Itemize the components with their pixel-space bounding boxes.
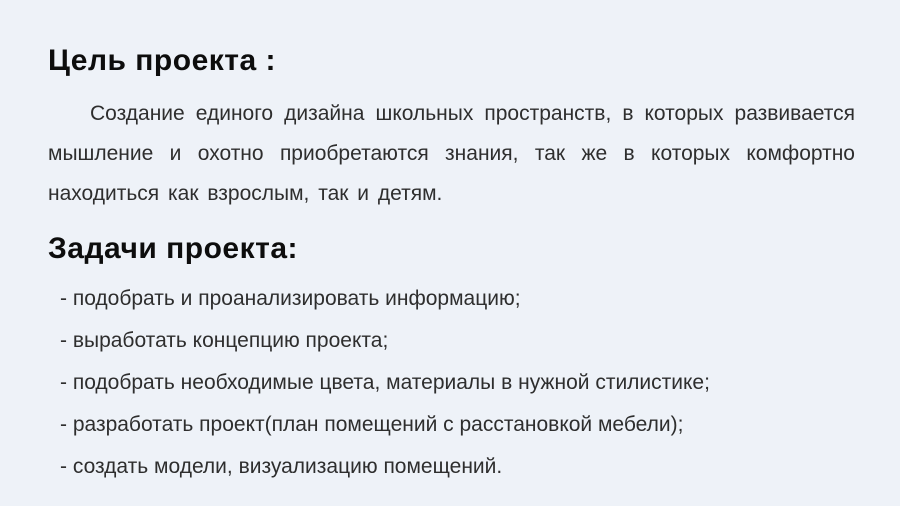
tasks-list [48, 278, 855, 488]
tasks-heading: Задачи проекта: [48, 232, 298, 265]
task-item: - выработать концепцию проекта; [60, 329, 389, 352]
task-item: - разработать проект(план помещений с расстановкой мебели); [60, 413, 684, 436]
task-item: - подобрать необходимые цвета, материалы в нужной стилистике; [60, 371, 710, 394]
goal-paragraph: Создание единого дизайна школьных пространств, в которых развивается мышление и охотно приобретаются знания, так же в которых комфортно находиться как взрослым, так и детям. [48, 102, 855, 205]
task-item: - создать модели, визуализацию помещений. [60, 455, 503, 478]
task-item: - подобрать и проанализировать информацию; [60, 287, 521, 310]
goal-heading: Цель проекта : [48, 44, 276, 77]
